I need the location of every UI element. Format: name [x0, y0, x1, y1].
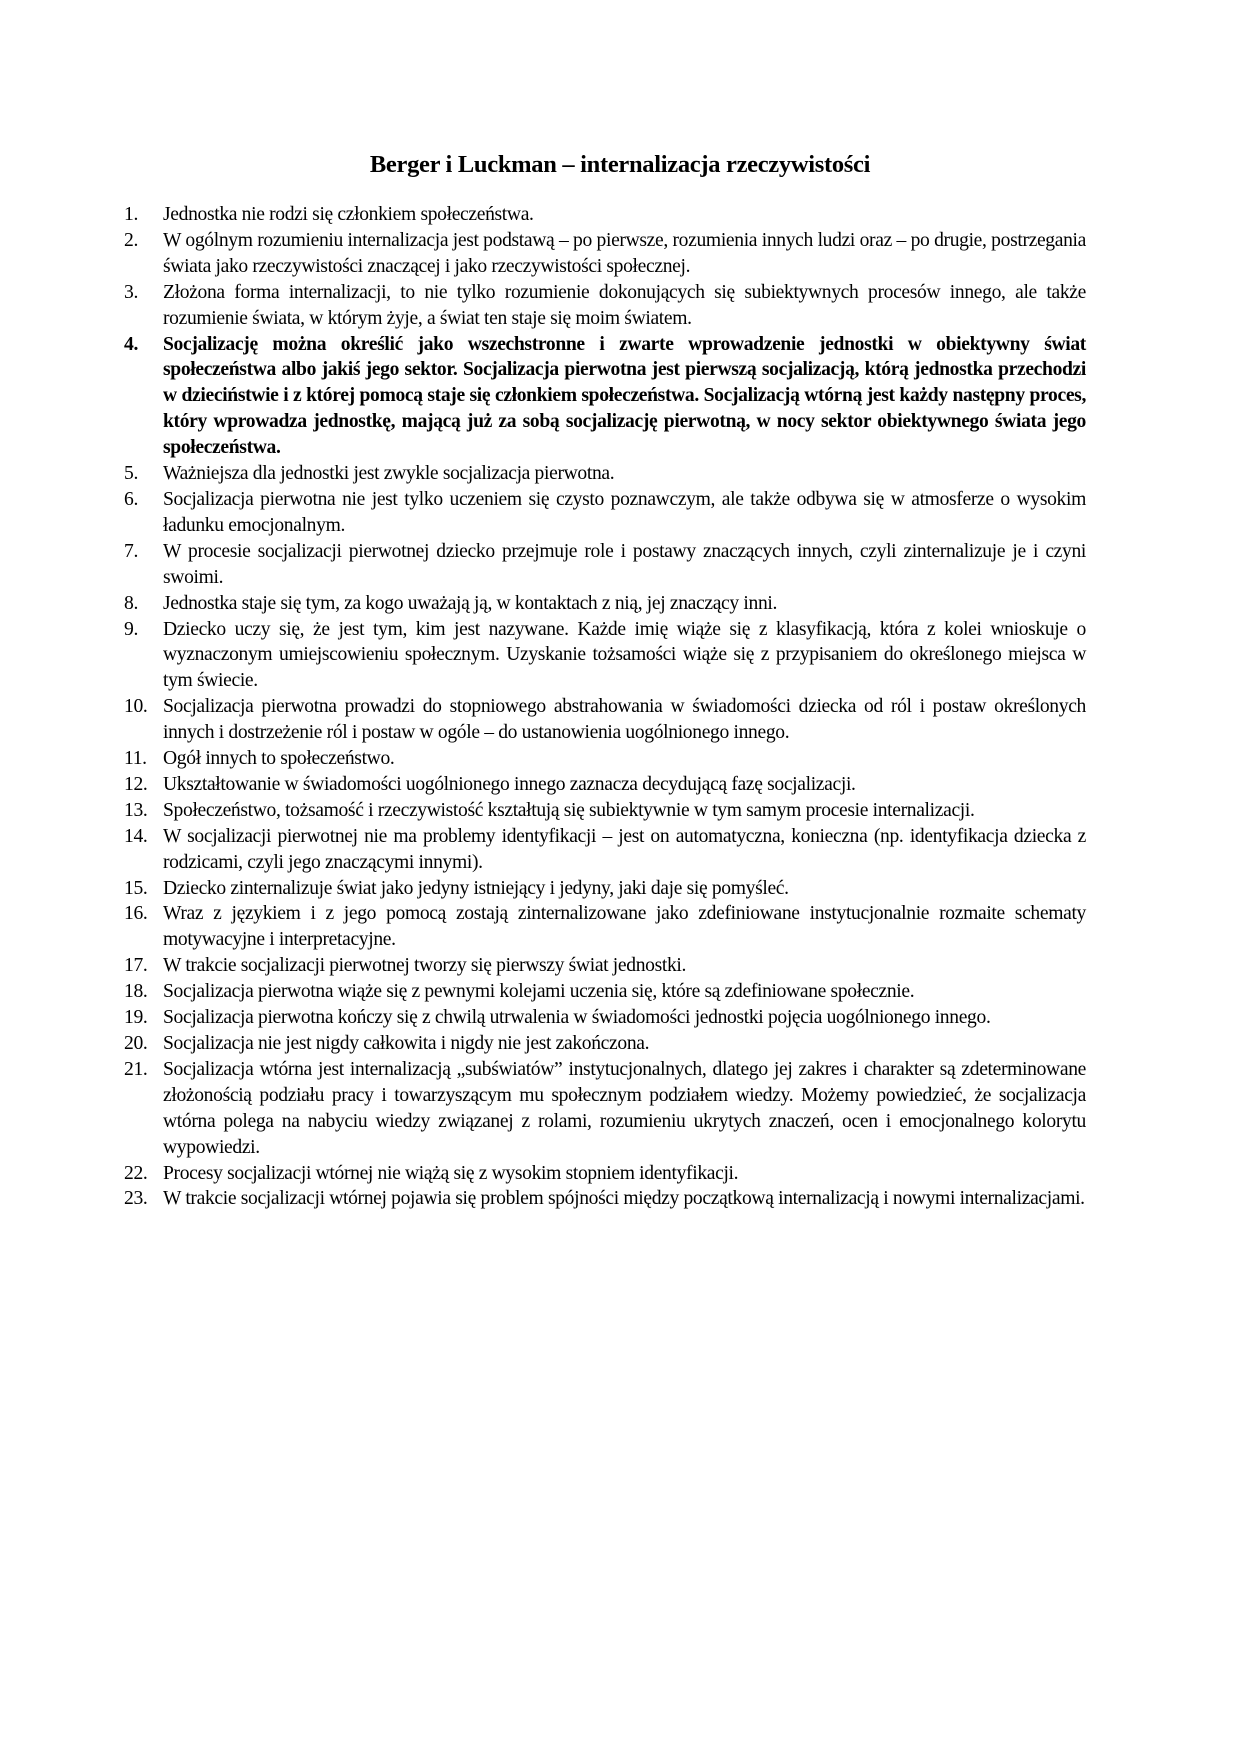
item-text: Wraz z językiem i z jego pomocą zostają zinternalizowane jako zdefiniowane instytucjonalnie rozmaite schematy motywacyjne i interpretacyjne.: [163, 903, 1086, 951]
item-text: Dziecko zinternalizuje świat jako jedyny istniejący i jedyny, jaki daje się pomyśleć.: [163, 877, 789, 899]
item-number: 21.: [124, 1058, 148, 1080]
list-item: [124, 953, 1086, 979]
document-title: Berger i Luckman – internalizacja rzeczywistości: [369, 151, 871, 178]
list-item: [124, 591, 1086, 617]
list-item: [124, 979, 1086, 1005]
list-item: [124, 798, 1086, 824]
item-number: 9.: [124, 618, 138, 640]
item-text: Socjalizacja pierwotna prowadzi do stopniowego abstrahowania w świadomości dziecka od ról i postaw określonych innych i dostrzeżenie ról i postaw w ogóle – do ustanowienia uogólnionego innego.: [163, 696, 1086, 744]
item-text: Dziecko uczy się, że jest tym, kim jest nazywane. Każde imię wiąże się z klasyfikacją, która z kolei wnioskuje o wyznaczonym umiejscowieniu społecznym. Uzyskanie tożsamości wiąże się z przypisaniem do określonego miejsca w tym świecie.: [163, 618, 1086, 692]
item-text: Procesy socjalizacji wtórnej nie wiążą się z wysokim stopniem identyfikacji.: [163, 1162, 739, 1184]
numbered-list: [124, 202, 1086, 1212]
list-item: [124, 1005, 1086, 1031]
item-number: 17.: [124, 955, 148, 977]
item-text: W socjalizacji pierwotnej nie ma problemy identyfikacji – jest on automatyczna, konieczna (np. identyfikacja dziecka z rodzicami, czyli jego znaczącymi innymi).: [163, 825, 1086, 873]
item-text: Socjalizacja nie jest nigdy całkowita i nigdy nie jest zakończona.: [163, 1033, 650, 1054]
item-text: Socjalizacja pierwotna wiąże się z pewnymi kolejami uczenia się, które są zdefiniowane społecznie.: [163, 981, 915, 1003]
list-item: [124, 228, 1086, 280]
item-text: Złożona forma internalizacji, to nie tylko rozumienie dokonujących się subiektywnych procesów innego, ale także rozumienie świata, w którym żyje, a świat ten staje się moim światem.: [163, 281, 1086, 329]
item-number: 23.: [124, 1188, 148, 1210]
item-number: 1.: [124, 204, 138, 225]
list-item: [124, 1161, 1086, 1187]
list-item: [124, 746, 1086, 772]
item-number: 6.: [124, 488, 138, 510]
list-item: [124, 617, 1086, 695]
item-text: Socjalizacja pierwotna nie jest tylko uczeniem się czysto poznawczym, ale także odbywa się w atmosferze o wysokim ładunku emocjonalnym.: [163, 488, 1086, 536]
item-number: 16.: [124, 903, 148, 925]
list-item: [124, 824, 1086, 876]
list-item: [124, 487, 1086, 539]
list-item: [124, 202, 1086, 228]
item-text: Ogół innych to społeczeństwo.: [163, 748, 395, 770]
item-text: Ważniejsza dla jednostki jest zwykle socjalizacja pierwotna.: [163, 463, 615, 485]
list-item: [124, 539, 1086, 591]
item-text: Socjalizacja wtórna jest internalizacją „subświatów” instytucjonalnych, dlatego jej zakres i charakter są zdeterminowane złożonością podziału pracy i towarzyszącym mu społecznym podziałem wiedzy. Możemy powiedzieć, że socjalizacja wtórna polega na nabyciu wiedzy związanej z rolami, rozumieniu ukrytych znaczeń, ocen i emocjonalnego kolorytu wypowiedzi.: [163, 1058, 1086, 1158]
list-item: [124, 1186, 1086, 1212]
list-item-bold: [124, 332, 1086, 462]
item-number: 7.: [124, 540, 138, 562]
list-item: [124, 901, 1086, 953]
item-number: 4.: [124, 333, 138, 355]
item-text: Socjalizacja pierwotna kończy się z chwilą utrwalenia w świadomości jednostki pojęcia uogólnionego innego.: [163, 1007, 991, 1029]
item-text: Ukształtowanie w świadomości uogólnionego innego zaznacza decydującą fazę socjalizacji.: [163, 773, 856, 795]
item-number: 3.: [124, 281, 138, 303]
list-item: [124, 876, 1086, 902]
list-item: [124, 1057, 1086, 1161]
item-text: W procesie socjalizacji pierwotnej dziecko przejmuje role i postawy znaczących innych, czyli zinternalizuje je i czyni swoimi.: [163, 540, 1086, 588]
item-text: W trakcie socjalizacji pierwotnej tworzy się pierwszy świat jednostki.: [163, 955, 687, 977]
item-number: 12.: [124, 773, 148, 795]
list-item: [124, 1031, 1086, 1057]
item-number: 5.: [124, 463, 138, 485]
item-number: 10.: [124, 696, 148, 718]
list-item: [124, 280, 1086, 332]
item-number: 2.: [124, 229, 138, 251]
item-number: 11.: [124, 748, 147, 770]
item-text: W trakcie socjalizacji wtórnej pojawia się problem spójności między początkową internalizacją i nowymi internalizacjami.: [163, 1188, 1085, 1210]
item-number: 8.: [124, 592, 138, 614]
item-number: 18.: [124, 981, 148, 1003]
item-number: 20.: [124, 1033, 148, 1054]
list-item: [124, 461, 1086, 487]
item-number: 15.: [124, 877, 148, 899]
item-text: Socjalizację można określić jako wszechstronne i zwarte wprowadzenie jednostki w obiektywny świat społeczeństwa albo jakiś jego sektor. Socjalizacja pierwotna jest pierwszą socjalizacją, którą jednostka przechodzi w dzieciństwie i z której pomocą staje się członkiem społeczeństwa. Socjalizacją wtórną jest każdy następny proces, który wprowadza jednostkę, mającą już za sobą socjalizację pierwotną, w nocy sektor obiektywnego świata jego społeczeństwa.: [163, 333, 1086, 459]
list-item: [124, 772, 1086, 798]
item-text: Jednostka nie rodzi się członkiem społeczeństwa.: [163, 204, 534, 225]
list-item: [124, 694, 1086, 746]
item-number: 14.: [124, 825, 148, 847]
item-number: 22.: [124, 1162, 148, 1184]
item-number: 13.: [124, 799, 148, 821]
item-text: Społeczeństwo, tożsamość i rzeczywistość kształtują się subiektywnie w tym samym procesie internalizacji.: [163, 799, 975, 821]
item-text: Jednostka staje się tym, za kogo uważają ją, w kontaktach z nią, jej znaczący inni.: [163, 592, 778, 614]
item-number: 19.: [124, 1007, 148, 1029]
item-text: W ogólnym rozumieniu internalizacja jest podstawą – po pierwsze, rozumienia innych ludzi oraz – po drugie, postrzegania świata jako rzeczywistości znaczącej i jako rzeczywistości społecznej.: [163, 229, 1086, 277]
